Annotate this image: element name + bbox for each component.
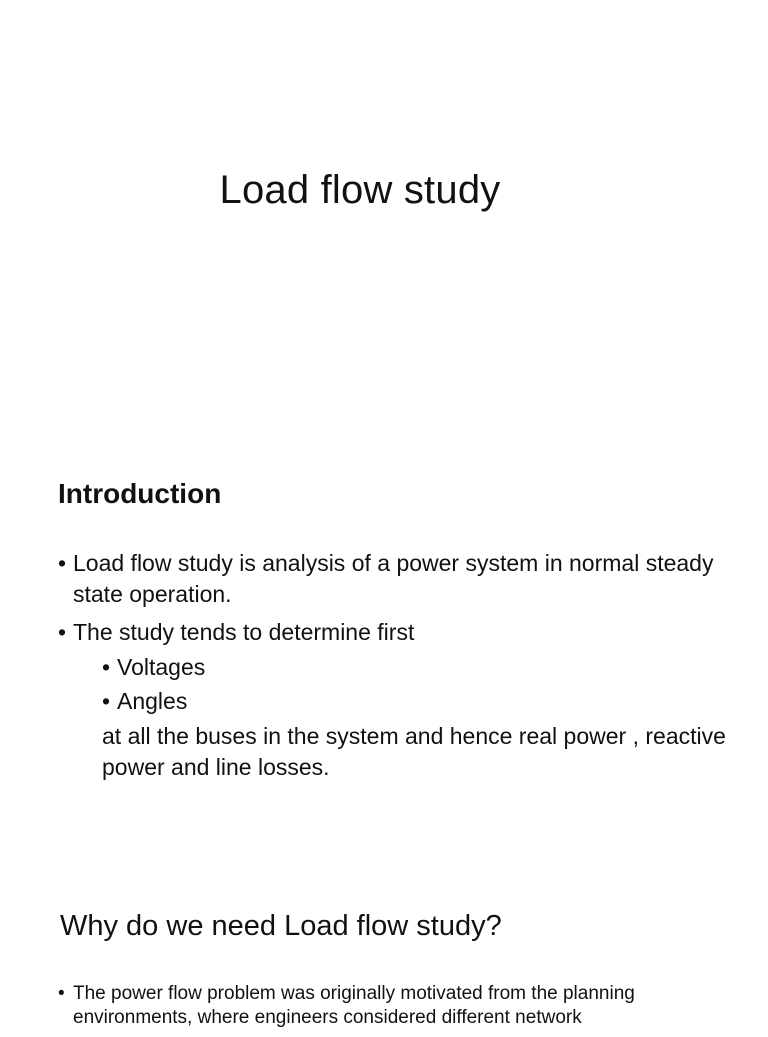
bullet-text: Load flow study is analysis of a power system in normal steady state operation. <box>73 550 714 607</box>
introduction-slide <box>0 430 768 850</box>
continuation-text: at all the buses in the system and hence real power , reactive power and line losses. <box>102 723 726 780</box>
sub-bullet-text: Voltages <box>117 654 206 680</box>
bullet-list <box>58 982 718 1037</box>
title-slide <box>0 0 768 430</box>
bullet-marker: • <box>102 688 111 714</box>
slide-heading: Introduction <box>58 478 222 509</box>
slide-heading: Why do we need Load flow study? <box>60 910 502 942</box>
slide-title: Load flow study <box>219 168 501 212</box>
sub-bullet-item <box>73 652 728 683</box>
bullet-list <box>58 548 728 790</box>
bullet-text: The power flow problem was originally motivated from the planning environments, where engineers considered different network <box>73 983 635 1028</box>
bullet-item <box>58 982 718 1030</box>
bullet-item <box>58 548 728 610</box>
bullet-item <box>58 617 728 783</box>
why-slide <box>0 850 768 1028</box>
bullet-marker: • <box>58 550 67 576</box>
sub-bullet-item <box>73 686 728 717</box>
bullet-marker: • <box>58 983 65 1004</box>
bullet-marker: • <box>58 619 67 645</box>
bullet-text: The study tends to determine first <box>73 619 415 645</box>
bullet-marker: • <box>102 654 111 680</box>
sub-bullet-text: Angles <box>117 688 188 714</box>
